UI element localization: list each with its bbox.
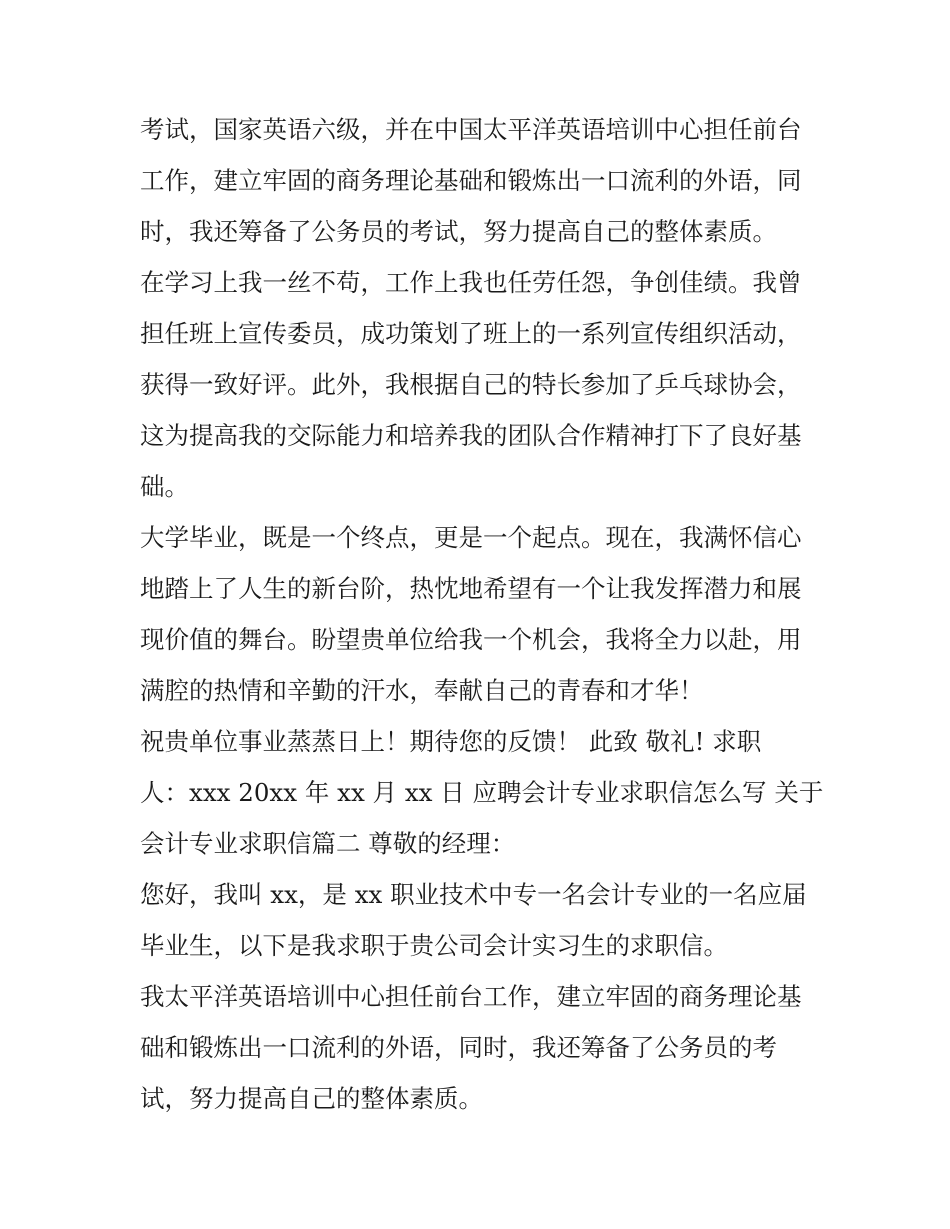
text-line: 考试，国家英语六级，并在中国太平洋英语培训中心担任前台 — [140, 115, 802, 144]
text-line: 础。 — [140, 472, 189, 501]
text-line: 毕业生，以下是我求职于贵公司会计实习生的求职信。 — [140, 931, 728, 960]
text-line: 地踏上了人生的新台阶，热忱地希望有一个让我发挥潜力和展 — [140, 574, 802, 603]
text-line: 础和锻炼出一口流利的外语，同时，我还筹备了公务员的考 — [140, 1033, 777, 1062]
text-line: 会计专业求职信篇二 尊敬的经理： — [140, 829, 516, 858]
text-line: 现价值的舞台。盼望贵单位给我一个机会，我将全力以赴，用 — [140, 625, 802, 654]
document-body — [140, 104, 830, 1124]
text-line: 时，我还筹备了公务员的考试，努力提高自己的整体素质。 — [140, 217, 777, 246]
text-line: 大学毕业，既是一个终点，更是一个起点。现在，我满怀信心 — [140, 523, 802, 552]
text-line: 获得一致好评。此外，我根据自己的特长参加了乒乓球协会， — [140, 370, 802, 399]
text-line: 祝贵单位事业蒸蒸日上！期待您的反馈！ 此致 敬礼! 求职 — [140, 727, 762, 756]
text-line: 我太平洋英语培训中心担任前台工作，建立牢固的商务理论基 — [140, 982, 802, 1011]
text-line: 担任班上宣传委员，成功策划了班上的一系列宣传组织活动， — [140, 319, 802, 348]
text-line: 工作，建立牢固的商务理论基础和锻炼出一口流利的外语，同 — [140, 166, 802, 195]
text-line: 在学习上我一丝不苟，工作上我也任劳任怨，争创佳绩。我曾 — [140, 268, 802, 297]
text-line: 人：xxx 20xx 年 xx 月 xx 日 应聘会计专业求职信怎么写 关于 — [140, 778, 824, 807]
text-line: 试，努力提高自己的整体素质。 — [140, 1084, 483, 1113]
text-line: 满腔的热情和辛勤的汗水，奉献自己的青春和才华！ — [140, 676, 704, 705]
text-line: 您好，我叫 xx，是 xx 职业技术中专一名会计专业的一名应届 — [140, 880, 807, 909]
text-line: 这为提高我的交际能力和培养我的团队合作精神打下了良好基 — [140, 421, 802, 450]
